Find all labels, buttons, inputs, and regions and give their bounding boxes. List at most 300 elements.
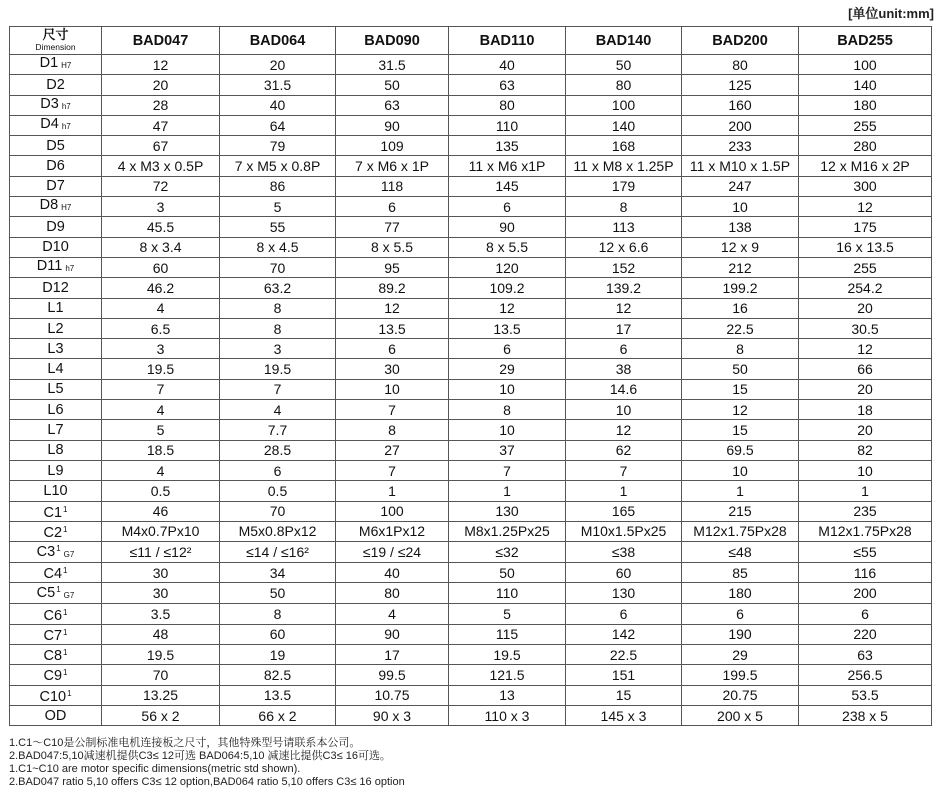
table-cell: 8 bbox=[566, 197, 682, 217]
row-label-text: L3 bbox=[47, 340, 64, 357]
table-cell: 28.5 bbox=[220, 440, 336, 460]
row-label-superscript: 1 bbox=[63, 668, 68, 678]
table-cell: 125 bbox=[682, 75, 799, 95]
table-cell: 20 bbox=[799, 298, 932, 318]
dimension-header-en: Dimension bbox=[35, 41, 76, 52]
row-label bbox=[10, 624, 102, 644]
table-cell: 12 bbox=[336, 298, 449, 318]
table-cell: 70 bbox=[220, 501, 336, 521]
table-cell: 29 bbox=[682, 645, 799, 665]
table-cell: 19.5 bbox=[220, 359, 336, 379]
row-label-text: D8 bbox=[39, 197, 59, 214]
table-cell: 199.2 bbox=[682, 278, 799, 298]
table-cell: 142 bbox=[566, 624, 682, 644]
table-cell: 6 bbox=[336, 197, 449, 217]
table-cell: 7 bbox=[566, 460, 682, 480]
table-cell: 12 bbox=[799, 339, 932, 359]
table-cell: 130 bbox=[566, 583, 682, 604]
table-cell: 12 bbox=[449, 298, 566, 318]
unit-label: [单位unit:mm] bbox=[848, 6, 934, 21]
table-cell: 120 bbox=[449, 257, 566, 277]
row-label bbox=[10, 460, 102, 480]
table-cell: 110 bbox=[449, 115, 566, 135]
table-row bbox=[10, 197, 932, 217]
dimension-header-zh: 尺寸 bbox=[42, 26, 69, 42]
table-cell: 145 x 3 bbox=[566, 705, 682, 725]
table-row bbox=[10, 237, 932, 257]
table-cell: 100 bbox=[566, 95, 682, 115]
table-cell: M10x1.5Px25 bbox=[566, 521, 682, 541]
footnotes bbox=[9, 737, 405, 789]
table-cell: 55 bbox=[220, 217, 336, 237]
table-cell: 100 bbox=[336, 501, 449, 521]
table-cell: 72 bbox=[102, 176, 220, 196]
table-cell: 63 bbox=[799, 645, 932, 665]
row-label-text: D3 bbox=[40, 95, 59, 112]
table-cell: 140 bbox=[566, 115, 682, 135]
table-row bbox=[10, 115, 932, 135]
row-label bbox=[10, 55, 102, 75]
row-label-text: D1 bbox=[39, 55, 59, 72]
table-cell: 8 bbox=[220, 298, 336, 318]
table-row bbox=[10, 257, 932, 277]
table-row bbox=[10, 521, 932, 541]
table-cell: 31.5 bbox=[220, 75, 336, 95]
row-label-text: L1 bbox=[47, 300, 64, 317]
table-cell: 0.5 bbox=[102, 481, 220, 501]
table-cell: 15 bbox=[566, 685, 682, 705]
table-cell: ≤48 bbox=[682, 542, 799, 563]
table-cell: 8 x 5.5 bbox=[336, 237, 449, 257]
table-cell: 67 bbox=[102, 136, 220, 156]
table-cell: M6x1Px12 bbox=[336, 521, 449, 541]
table-cell: ≤32 bbox=[449, 542, 566, 563]
table-row bbox=[10, 624, 932, 644]
table-cell: 6 bbox=[566, 339, 682, 359]
row-label-text: D9 bbox=[46, 219, 65, 236]
row-label bbox=[10, 257, 102, 277]
table-cell: 8 x 5.5 bbox=[449, 237, 566, 257]
table-cell: 10 bbox=[566, 400, 682, 420]
table-cell: 20 bbox=[799, 420, 932, 440]
footnote: 2.BAD047:5,10减速机提供C3≤ 12可选 BAD064:5,10 减速比提供C3≤ 16可选。 bbox=[9, 750, 391, 762]
row-label-text: L7 bbox=[47, 421, 64, 438]
row-label bbox=[10, 563, 102, 583]
table-cell: 238 x 5 bbox=[799, 705, 932, 725]
table-cell: 121.5 bbox=[449, 665, 566, 685]
table-cell: 20 bbox=[220, 55, 336, 75]
row-label bbox=[10, 604, 102, 624]
table-cell: 3 bbox=[220, 339, 336, 359]
table-cell: 12 bbox=[566, 420, 682, 440]
dimension-table bbox=[9, 26, 932, 726]
table-cell: 110 x 3 bbox=[449, 705, 566, 725]
row-label bbox=[10, 645, 102, 665]
table-cell: 110 bbox=[449, 583, 566, 604]
table-cell: 62 bbox=[566, 440, 682, 460]
table-cell: 18 bbox=[799, 400, 932, 420]
table-cell: ≤55 bbox=[799, 542, 932, 563]
row-label-text: D7 bbox=[46, 178, 65, 195]
row-label-text: D12 bbox=[42, 279, 69, 296]
table-cell: 66 bbox=[799, 359, 932, 379]
row-label-superscript: 1 bbox=[56, 544, 61, 554]
table-cell: ≤19 / ≤24 bbox=[336, 542, 449, 563]
table-cell: 27 bbox=[336, 440, 449, 460]
table-cell: 82.5 bbox=[220, 665, 336, 685]
table-cell: 7 bbox=[102, 379, 220, 399]
table-cell: 3.5 bbox=[102, 604, 220, 624]
row-label-text: C1 bbox=[43, 504, 63, 521]
table-cell: 8 bbox=[220, 318, 336, 338]
table-cell: 11 x M10 x 1.5P bbox=[682, 156, 799, 176]
table-cell: 11 x M6 x1P bbox=[449, 156, 566, 176]
table-cell: 30.5 bbox=[799, 318, 932, 338]
table-cell: 0.5 bbox=[220, 481, 336, 501]
table-cell: 1 bbox=[449, 481, 566, 501]
row-label bbox=[10, 501, 102, 521]
row-label bbox=[10, 176, 102, 196]
table-cell: 40 bbox=[449, 55, 566, 75]
table-cell: 7 bbox=[220, 379, 336, 399]
table-cell: 254.2 bbox=[799, 278, 932, 298]
table-cell: 115 bbox=[449, 624, 566, 644]
row-label-tolerance: G7 bbox=[63, 591, 75, 601]
table-cell: 109 bbox=[336, 136, 449, 156]
row-label bbox=[10, 521, 102, 541]
table-cell: 280 bbox=[799, 136, 932, 156]
table-cell: 7 x M5 x 0.8P bbox=[220, 156, 336, 176]
row-label bbox=[10, 359, 102, 379]
table-cell: 60 bbox=[566, 563, 682, 583]
table-row bbox=[10, 298, 932, 318]
table-cell: 165 bbox=[566, 501, 682, 521]
row-label-text: D6 bbox=[46, 158, 65, 175]
row-label-tolerance: h7 bbox=[65, 264, 75, 274]
table-cell: ≤38 bbox=[566, 542, 682, 563]
model-header: BAD064 bbox=[220, 27, 336, 55]
table-cell: 16 bbox=[682, 298, 799, 318]
table-cell: 13.5 bbox=[449, 318, 566, 338]
table-cell: 63.2 bbox=[220, 278, 336, 298]
row-label-text: D2 bbox=[46, 76, 65, 93]
table-cell: 12 bbox=[799, 197, 932, 217]
table-cell: 30 bbox=[102, 583, 220, 604]
table-cell: 40 bbox=[220, 95, 336, 115]
table-cell: 138 bbox=[682, 217, 799, 237]
table-cell: 86 bbox=[220, 176, 336, 196]
table-cell: 6 bbox=[336, 339, 449, 359]
table-row bbox=[10, 55, 932, 75]
table-cell: 4 bbox=[102, 400, 220, 420]
table-cell: 11 x M8 x 1.25P bbox=[566, 156, 682, 176]
table-cell: 175 bbox=[799, 217, 932, 237]
table-cell: 116 bbox=[799, 563, 932, 583]
table-cell: 70 bbox=[220, 257, 336, 277]
table-cell: 6 bbox=[220, 460, 336, 480]
table-cell: 6 bbox=[449, 339, 566, 359]
model-header: BAD110 bbox=[449, 27, 566, 55]
row-label-text: OD bbox=[44, 707, 67, 724]
row-label-text: C5 bbox=[36, 585, 56, 602]
table-cell: 8 bbox=[449, 400, 566, 420]
table-cell: 22.5 bbox=[566, 645, 682, 665]
table-cell: 1 bbox=[336, 481, 449, 501]
table-cell: 50 bbox=[336, 75, 449, 95]
row-label bbox=[10, 583, 102, 604]
row-label bbox=[10, 237, 102, 257]
footnote: 1.C1～C10是公制标准电机连接板之尺寸，其他特殊型号请联系本公司。 bbox=[9, 737, 361, 749]
table-cell: 7 bbox=[449, 460, 566, 480]
table-cell: 130 bbox=[449, 501, 566, 521]
table-row bbox=[10, 645, 932, 665]
table-cell: M5x0.8Px12 bbox=[220, 521, 336, 541]
table-cell: 7.7 bbox=[220, 420, 336, 440]
table-cell: 48 bbox=[102, 624, 220, 644]
table-cell: 19 bbox=[220, 645, 336, 665]
table-cell: 47 bbox=[102, 115, 220, 135]
row-label-text: L10 bbox=[43, 482, 68, 499]
table-cell: 16 x 13.5 bbox=[799, 237, 932, 257]
table-cell: 10 bbox=[682, 197, 799, 217]
table-cell: 3 bbox=[102, 339, 220, 359]
table-cell: 4 bbox=[336, 604, 449, 624]
dimension-header bbox=[10, 27, 102, 55]
table-cell: 8 x 4.5 bbox=[220, 237, 336, 257]
row-label-tolerance: G7 bbox=[63, 550, 75, 560]
row-label-text: D10 bbox=[42, 239, 69, 256]
table-cell: 255 bbox=[799, 115, 932, 135]
table-cell: 50 bbox=[682, 359, 799, 379]
model-header: BAD140 bbox=[566, 27, 682, 55]
table-cell: 13 bbox=[449, 685, 566, 705]
table-cell: 4 x M3 x 0.5P bbox=[102, 156, 220, 176]
table-cell: 12 bbox=[566, 298, 682, 318]
table-cell: 113 bbox=[566, 217, 682, 237]
row-label-superscript: 1 bbox=[67, 688, 72, 698]
table-cell: 6 bbox=[566, 604, 682, 624]
row-label bbox=[10, 318, 102, 338]
table-cell: 30 bbox=[102, 563, 220, 583]
table-cell: 85 bbox=[682, 563, 799, 583]
table-cell: 8 bbox=[220, 604, 336, 624]
table-cell: 12 x 9 bbox=[682, 237, 799, 257]
table-cell: 90 bbox=[449, 217, 566, 237]
table-body bbox=[10, 55, 932, 726]
table-row bbox=[10, 501, 932, 521]
table-cell: 8 bbox=[682, 339, 799, 359]
table-cell: 139.2 bbox=[566, 278, 682, 298]
table-cell: 14.6 bbox=[566, 379, 682, 399]
table-cell: 3 bbox=[102, 197, 220, 217]
table-cell: 145 bbox=[449, 176, 566, 196]
table-cell: 200 bbox=[799, 583, 932, 604]
table-cell: 220 bbox=[799, 624, 932, 644]
row-label bbox=[10, 136, 102, 156]
table-cell: 12 x M16 x 2P bbox=[799, 156, 932, 176]
table-row bbox=[10, 176, 932, 196]
row-label bbox=[10, 685, 102, 705]
table-cell: 46 bbox=[102, 501, 220, 521]
table-cell: ≤14 / ≤16² bbox=[220, 542, 336, 563]
table-cell: 6 bbox=[799, 604, 932, 624]
table-cell: 140 bbox=[799, 75, 932, 95]
table-cell: M12x1.75Px28 bbox=[799, 521, 932, 541]
table-cell: 256.5 bbox=[799, 665, 932, 685]
table-cell: 90 x 3 bbox=[336, 705, 449, 725]
table-row bbox=[10, 583, 932, 604]
table-cell: 17 bbox=[336, 645, 449, 665]
table-cell: 13.5 bbox=[220, 685, 336, 705]
table-cell: 80 bbox=[336, 583, 449, 604]
table-header-row bbox=[10, 27, 932, 55]
table-cell: 38 bbox=[566, 359, 682, 379]
table-cell: 63 bbox=[449, 75, 566, 95]
table-cell: 1 bbox=[566, 481, 682, 501]
model-header: BAD090 bbox=[336, 27, 449, 55]
table-cell: 37 bbox=[449, 440, 566, 460]
table-cell: 300 bbox=[799, 176, 932, 196]
table-cell: 34 bbox=[220, 563, 336, 583]
table-cell: 12 bbox=[102, 55, 220, 75]
footnote: 1.C1~C10 are motor specific dimensions(metric std shown). bbox=[9, 763, 301, 775]
table-cell: 77 bbox=[336, 217, 449, 237]
table-cell: 19.5 bbox=[449, 645, 566, 665]
table-cell: 7 bbox=[336, 460, 449, 480]
row-label-text: L2 bbox=[47, 320, 64, 337]
row-label-superscript: 1 bbox=[63, 524, 68, 534]
table-row bbox=[10, 542, 932, 563]
table-row bbox=[10, 604, 932, 624]
row-label bbox=[10, 95, 102, 115]
table-cell: 247 bbox=[682, 176, 799, 196]
table-row bbox=[10, 278, 932, 298]
row-label bbox=[10, 278, 102, 298]
table-row bbox=[10, 318, 932, 338]
table-cell: 200 bbox=[682, 115, 799, 135]
row-label-superscript: 1 bbox=[63, 566, 68, 576]
row-label bbox=[10, 298, 102, 318]
table-cell: 10 bbox=[449, 420, 566, 440]
row-label-text: C3 bbox=[36, 544, 56, 561]
row-label bbox=[10, 665, 102, 685]
table-cell: 200 x 5 bbox=[682, 705, 799, 725]
table-cell: 215 bbox=[682, 501, 799, 521]
row-label bbox=[10, 705, 102, 725]
row-label-text: L5 bbox=[47, 381, 64, 398]
row-label bbox=[10, 379, 102, 399]
table-cell: 152 bbox=[566, 257, 682, 277]
row-label-superscript: 1 bbox=[63, 627, 68, 637]
row-label bbox=[10, 400, 102, 420]
row-label-text: C4 bbox=[43, 566, 63, 583]
table-cell: 89.2 bbox=[336, 278, 449, 298]
row-label-text: C2 bbox=[43, 524, 63, 541]
row-label-text: D4 bbox=[40, 116, 59, 133]
footnote: 2.BAD047 ratio 5,10 offers C3≤ 12 option,BAD064 ratio 5,10 offers C3≤ 16 option bbox=[9, 776, 405, 788]
table-cell: 22.5 bbox=[682, 318, 799, 338]
row-label-text: C8 bbox=[43, 648, 63, 665]
table-cell: 69.5 bbox=[682, 440, 799, 460]
table-cell: 19.5 bbox=[102, 359, 220, 379]
table-cell: 10 bbox=[682, 460, 799, 480]
table-cell: 60 bbox=[220, 624, 336, 644]
row-label-text: L8 bbox=[47, 442, 64, 459]
table-cell: 10 bbox=[449, 379, 566, 399]
table-cell: 168 bbox=[566, 136, 682, 156]
table-cell: 180 bbox=[682, 583, 799, 604]
table-cell: 29 bbox=[449, 359, 566, 379]
table-cell: 80 bbox=[682, 55, 799, 75]
table-cell: 20 bbox=[102, 75, 220, 95]
table-row bbox=[10, 136, 932, 156]
table-row bbox=[10, 217, 932, 237]
table-row bbox=[10, 420, 932, 440]
table-cell: 4 bbox=[102, 298, 220, 318]
table-cell: 1 bbox=[799, 481, 932, 501]
table-cell: 90 bbox=[336, 115, 449, 135]
table-cell: 190 bbox=[682, 624, 799, 644]
table-cell: 6 bbox=[449, 197, 566, 217]
table-cell: 235 bbox=[799, 501, 932, 521]
row-label-superscript: 1 bbox=[56, 585, 61, 595]
table-cell: 109.2 bbox=[449, 278, 566, 298]
row-label bbox=[10, 115, 102, 135]
table-cell: 13.25 bbox=[102, 685, 220, 705]
row-label bbox=[10, 339, 102, 359]
table-cell: 1 bbox=[682, 481, 799, 501]
table-cell: 17 bbox=[566, 318, 682, 338]
row-label-text: C6 bbox=[43, 607, 63, 624]
row-label bbox=[10, 75, 102, 95]
table-row bbox=[10, 75, 932, 95]
row-label-superscript: 1 bbox=[63, 607, 68, 617]
model-header: BAD255 bbox=[799, 27, 932, 55]
table-cell: 8 bbox=[336, 420, 449, 440]
table-row bbox=[10, 705, 932, 725]
table-cell: 19.5 bbox=[102, 645, 220, 665]
row-label-text: L6 bbox=[47, 401, 64, 418]
table-cell: 7 x M6 x 1P bbox=[336, 156, 449, 176]
table-row bbox=[10, 400, 932, 420]
table-cell: 56 x 2 bbox=[102, 705, 220, 725]
table-cell: M4x0.7Px10 bbox=[102, 521, 220, 541]
table-cell: 135 bbox=[449, 136, 566, 156]
row-label-tolerance: H7 bbox=[61, 61, 72, 71]
table-cell: 82 bbox=[799, 440, 932, 460]
table-cell: 60 bbox=[102, 257, 220, 277]
table-cell: 151 bbox=[566, 665, 682, 685]
table-cell: 160 bbox=[682, 95, 799, 115]
row-label-superscript: 1 bbox=[63, 504, 68, 514]
table-cell: 50 bbox=[566, 55, 682, 75]
table-cell: 6.5 bbox=[102, 318, 220, 338]
table-cell: 15 bbox=[682, 420, 799, 440]
table-row bbox=[10, 156, 932, 176]
table-cell: 64 bbox=[220, 115, 336, 135]
row-label bbox=[10, 217, 102, 237]
table-cell: 180 bbox=[799, 95, 932, 115]
table-row bbox=[10, 440, 932, 460]
table-cell: 13.5 bbox=[336, 318, 449, 338]
table-cell: 100 bbox=[799, 55, 932, 75]
table-cell: 5 bbox=[220, 197, 336, 217]
table-cell: 45.5 bbox=[102, 217, 220, 237]
table-cell: M8x1.25Px25 bbox=[449, 521, 566, 541]
table-cell: 30 bbox=[336, 359, 449, 379]
row-label bbox=[10, 542, 102, 563]
table-row bbox=[10, 685, 932, 705]
